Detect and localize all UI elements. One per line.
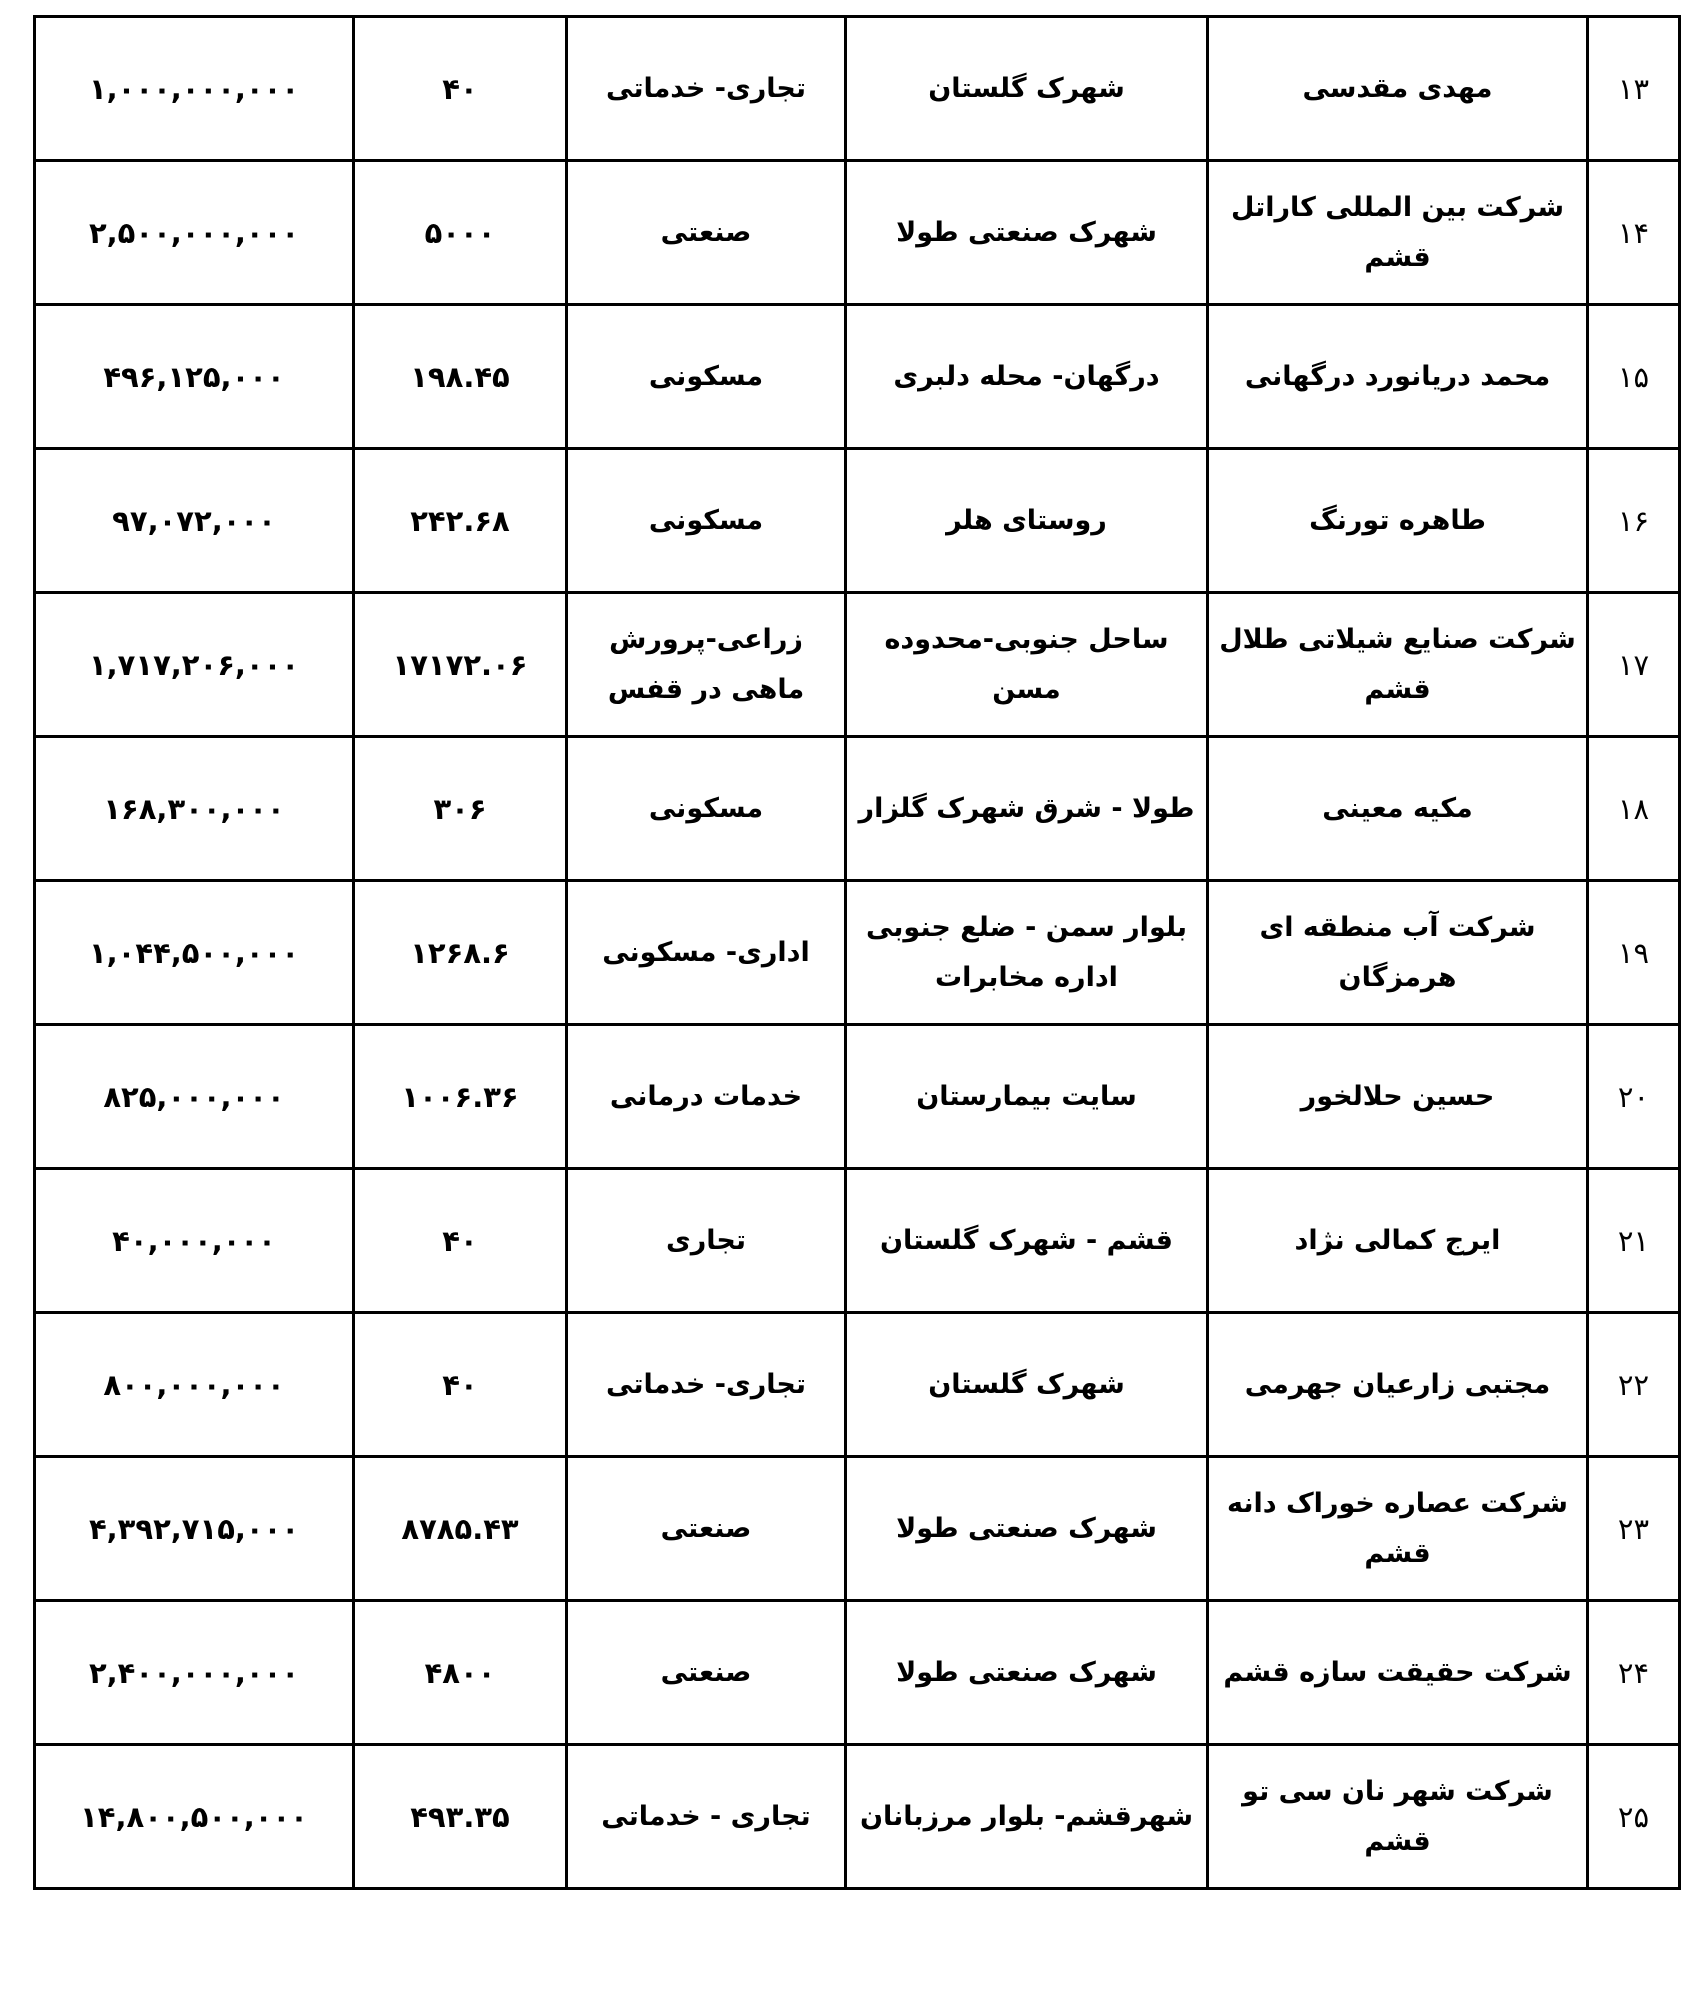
land-use-cell: صنعتی	[567, 161, 846, 305]
location-cell: شهرک صنعتی طولا	[846, 1601, 1208, 1745]
value-cell: ۴۹۶,۱۲۵,۰۰۰	[35, 305, 354, 449]
row-number-cell: ۱۴	[1588, 161, 1680, 305]
area-cell: ۲۴۲.۶۸	[354, 449, 567, 593]
land-use-cell: مسکونی	[567, 449, 846, 593]
table-row	[35, 161, 1680, 305]
row-number-cell: ۱۶	[1588, 449, 1680, 593]
applicant-name-cell: شرکت حقیقت سازه قشم	[1208, 1601, 1588, 1745]
row-number-cell: ۱۸	[1588, 737, 1680, 881]
location-cell: درگهان- محله دلبری	[846, 305, 1208, 449]
applicant-name-cell: شرکت شهر نان سی تو قشم	[1208, 1745, 1588, 1889]
row-number-cell: ۲۱	[1588, 1169, 1680, 1313]
land-use-cell: تجاری- خدماتی	[567, 17, 846, 161]
value-cell: ۲,۴۰۰,۰۰۰,۰۰۰	[35, 1601, 354, 1745]
value-cell: ۴۰,۰۰۰,۰۰۰	[35, 1169, 354, 1313]
applicant-name-cell: مجتبی زارعیان جهرمی	[1208, 1313, 1588, 1457]
value-cell: ۱,۷۱۷,۲۰۶,۰۰۰	[35, 593, 354, 737]
area-cell: ۱۲۶۸.۶	[354, 881, 567, 1025]
value-cell: ۴,۳۹۲,۷۱۵,۰۰۰	[35, 1457, 354, 1601]
location-cell: ساحل جنوبی-محدوده مسن	[846, 593, 1208, 737]
applicant-name-cell: ایرج کمالی نژاد	[1208, 1169, 1588, 1313]
land-use-cell: مسکونی	[567, 737, 846, 881]
applicant-name-cell: شرکت عصاره خوراک دانه قشم	[1208, 1457, 1588, 1601]
land-use-cell: اداری- مسکونی	[567, 881, 846, 1025]
location-cell: شهرک گلستان	[846, 17, 1208, 161]
row-number-cell: ۱۵	[1588, 305, 1680, 449]
location-cell: طولا - شرق شهرک گلزار	[846, 737, 1208, 881]
location-cell: سایت بیمارستان	[846, 1025, 1208, 1169]
value-cell: ۹۷,۰۷۲,۰۰۰	[35, 449, 354, 593]
area-cell: ۸۷۸۵.۴۳	[354, 1457, 567, 1601]
location-cell: شهرک صنعتی طولا	[846, 161, 1208, 305]
value-cell: ۱,۰۴۴,۵۰۰,۰۰۰	[35, 881, 354, 1025]
land-use-cell: تجاری	[567, 1169, 846, 1313]
location-cell: شهرک گلستان	[846, 1313, 1208, 1457]
land-use-cell: خدمات درمانی	[567, 1025, 846, 1169]
area-cell: ۴۰	[354, 17, 567, 161]
value-cell: ۸۲۵,۰۰۰,۰۰۰	[35, 1025, 354, 1169]
area-cell: ۴۰	[354, 1313, 567, 1457]
table-row	[35, 1313, 1680, 1457]
row-number-cell: ۲۴	[1588, 1601, 1680, 1745]
location-cell: شهرک صنعتی طولا	[846, 1457, 1208, 1601]
area-cell: ۱۹۸.۴۵	[354, 305, 567, 449]
table-row	[35, 1169, 1680, 1313]
area-cell: ۱۰۰۶.۳۶	[354, 1025, 567, 1169]
land-use-cell: تجاری - خدماتی	[567, 1745, 846, 1889]
value-cell: ۲,۵۰۰,۰۰۰,۰۰۰	[35, 161, 354, 305]
land-use-cell: صنعتی	[567, 1457, 846, 1601]
area-cell: ۴۹۳.۳۵	[354, 1745, 567, 1889]
area-cell: ۴۸۰۰	[354, 1601, 567, 1745]
records-table	[33, 15, 1681, 1890]
location-cell: قشم - شهرک گلستان	[846, 1169, 1208, 1313]
area-cell: ۵۰۰۰	[354, 161, 567, 305]
area-cell: ۱۷۱۷۲.۰۶	[354, 593, 567, 737]
value-cell: ۱۶۸,۳۰۰,۰۰۰	[35, 737, 354, 881]
table-row	[35, 881, 1680, 1025]
records-table-body	[35, 17, 1680, 1889]
applicant-name-cell: حسین حلالخور	[1208, 1025, 1588, 1169]
area-cell: ۴۰	[354, 1169, 567, 1313]
table-row	[35, 1745, 1680, 1889]
row-number-cell: ۲۰	[1588, 1025, 1680, 1169]
row-number-cell: ۲۵	[1588, 1745, 1680, 1889]
table-row	[35, 1457, 1680, 1601]
land-use-cell: تجاری- خدماتی	[567, 1313, 846, 1457]
table-row	[35, 737, 1680, 881]
area-cell: ۳۰۶	[354, 737, 567, 881]
table-row	[35, 1025, 1680, 1169]
row-number-cell: ۲۳	[1588, 1457, 1680, 1601]
applicant-name-cell: شرکت صنایع شیلاتی طلال قشم	[1208, 593, 1588, 737]
location-cell: روستای هلر	[846, 449, 1208, 593]
land-use-cell: صنعتی	[567, 1601, 846, 1745]
value-cell: ۱,۰۰۰,۰۰۰,۰۰۰	[35, 17, 354, 161]
applicant-name-cell: مهدی مقدسی	[1208, 17, 1588, 161]
value-cell: ۱۴,۸۰۰,۵۰۰,۰۰۰	[35, 1745, 354, 1889]
location-cell: شهرقشم- بلوار مرزبانان	[846, 1745, 1208, 1889]
land-use-cell: زراعی-پرورش ماهی در قفس	[567, 593, 846, 737]
row-number-cell: ۱۹	[1588, 881, 1680, 1025]
land-use-cell: مسکونی	[567, 305, 846, 449]
row-number-cell: ۱۷	[1588, 593, 1680, 737]
applicant-name-cell: طاهره تورنگ	[1208, 449, 1588, 593]
value-cell: ۸۰۰,۰۰۰,۰۰۰	[35, 1313, 354, 1457]
applicant-name-cell: شرکت بین المللی کاراتل قشم	[1208, 161, 1588, 305]
table-row	[35, 1601, 1680, 1745]
applicant-name-cell: شرکت آب منطقه ای هرمزگان	[1208, 881, 1588, 1025]
table-row	[35, 593, 1680, 737]
table-row	[35, 305, 1680, 449]
table-row	[35, 17, 1680, 161]
applicant-name-cell: محمد دریانورد درگهانی	[1208, 305, 1588, 449]
applicant-name-cell: مکیه معینی	[1208, 737, 1588, 881]
row-number-cell: ۲۲	[1588, 1313, 1680, 1457]
table-row	[35, 449, 1680, 593]
location-cell: بلوار سمن - ضلع جنوبی اداره مخابرات	[846, 881, 1208, 1025]
row-number-cell: ۱۳	[1588, 17, 1680, 161]
